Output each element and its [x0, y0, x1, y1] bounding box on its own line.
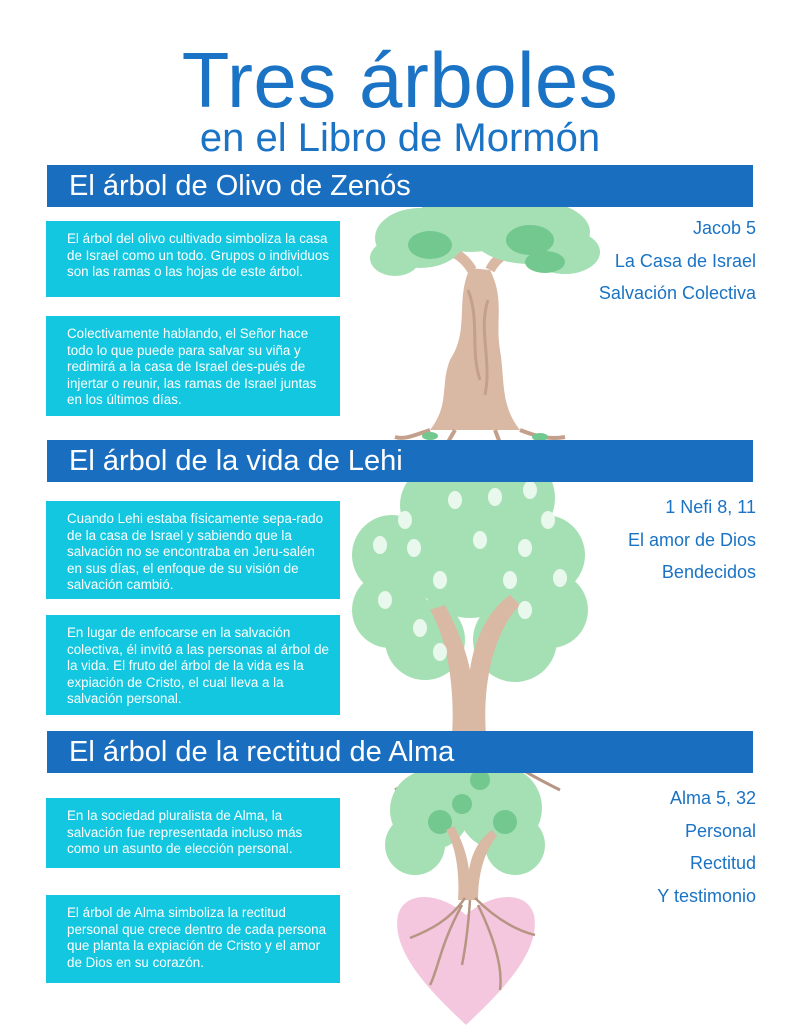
- reference-item: Y testimonio: [657, 885, 756, 906]
- info-box: En lugar de enfocarse en la salvación colectiva, él invitó a las personas al árbol de la vida. El fruto del árbol de la vida es la expiación de Cristo, el cual lleva a la salvación personal.: [46, 615, 340, 715]
- reference-item: Personal: [684, 820, 756, 841]
- info-box: El árbol del olivo cultivado simboliza la casa de Israel como un todo. Grupos o individuos son las ramas o las hojas de este árbol.: [46, 221, 340, 297]
- reference-item: Jacob 5: [692, 218, 756, 238]
- reference-item: 1 Nefi 8, 11: [665, 497, 756, 517]
- page-subtitle: en el Libro de Mormón: [199, 116, 601, 160]
- info-box: En la sociedad pluralista de Alma, la salvación fue representada incluso más como un asunto de elección personal.: [46, 798, 340, 868]
- reference-item: Alma 5, 32: [669, 788, 756, 808]
- reference-list: [496, 491, 756, 589]
- reference-item: Rectitud: [689, 853, 756, 873]
- info-box: El árbol de Alma simboliza la rectitud personal que crece dentro de cada persona que planta la expiación de Cristo y el amor de Dios en su corazón.: [46, 895, 340, 983]
- section-heading-alma: El árbol de la rectitud de Alma: [47, 731, 753, 773]
- reference-list: [496, 212, 756, 310]
- reference-item: La Casa de Israel: [614, 250, 756, 271]
- reference-item: Salvación Colectiva: [598, 283, 756, 303]
- section-heading-lehi: El árbol de la vida de Lehi: [47, 440, 753, 482]
- info-box: Cuando Lehi estaba físicamente sepa-rado de la casa de Israel y sabiendo que la salvación no se encontraba en Jeru-salén en sus días, el enfoque de su visión de salvación cambió.: [46, 501, 340, 599]
- reference-item: Bendecidos: [661, 562, 756, 582]
- info-box: Colectivamente hablando, el Señor hace todo lo que puede para salvar su viña y redimirá a la casa de Israel des-pués de injertar o reunir, las ramas de Israel juntas en los últimos días.: [46, 316, 340, 416]
- reference-item: El amor de Dios: [627, 529, 756, 550]
- reference-list: [496, 782, 756, 912]
- page-title: Tres árboles: [181, 36, 619, 124]
- section-heading-zenos: El árbol de Olivo de Zenós: [47, 165, 753, 207]
